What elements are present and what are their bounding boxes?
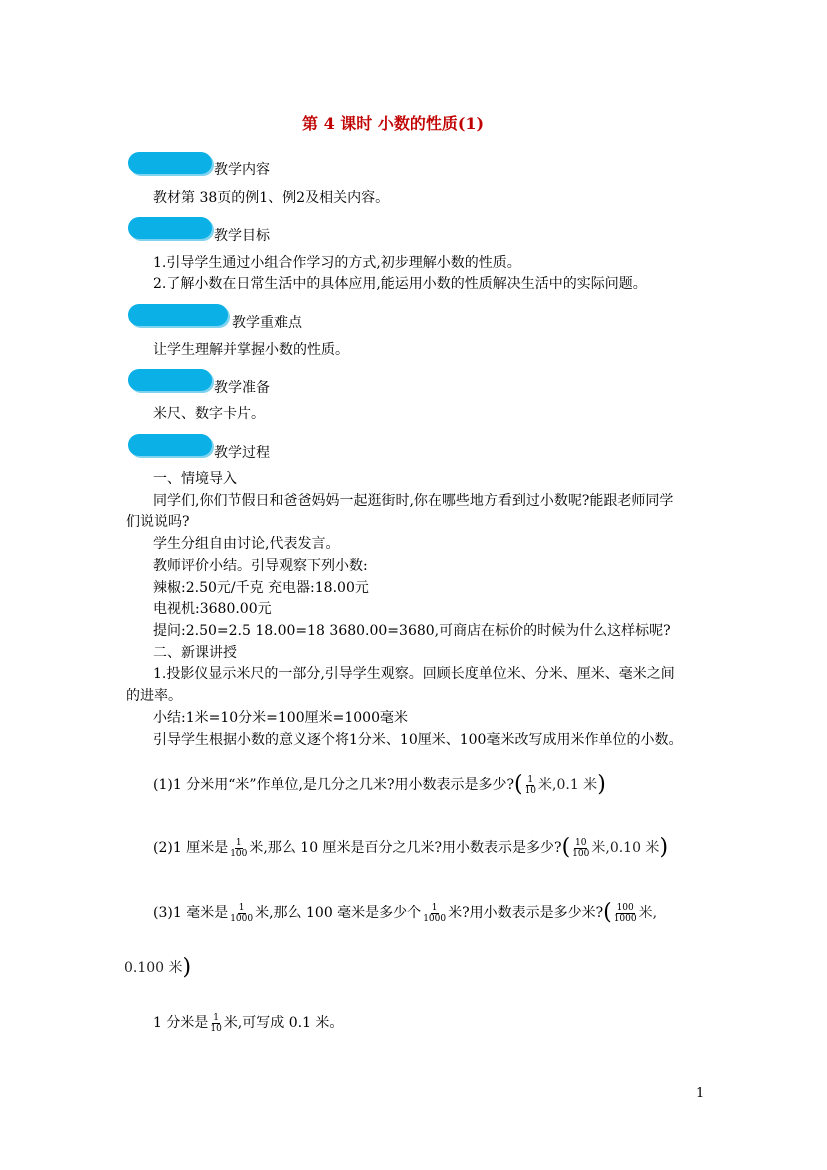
- question-1: [153, 772, 606, 798]
- paren-close: ): [659, 835, 669, 860]
- paren-open: (: [561, 835, 571, 860]
- fraction: [613, 903, 638, 924]
- summary-text: 1 分米是: [153, 1015, 209, 1031]
- question-3-answer-cont: [124, 955, 191, 981]
- fraction-denominator: 10: [210, 1023, 222, 1034]
- process-line: 小结:1米=10分米=100厘米=1000毫米: [153, 710, 408, 726]
- page-title: 第 4 课时 小数的性质(1): [302, 114, 485, 133]
- fraction-numerator: 10: [575, 837, 587, 848]
- process-line: 学生分组自由讨论,代表发言。: [153, 536, 340, 552]
- paren-open: (: [513, 772, 523, 797]
- fraction-numerator: 1: [235, 837, 242, 848]
- question-2: [153, 835, 668, 861]
- section-heading-goals: 教学目标: [214, 228, 270, 244]
- fraction-numerator: 1: [431, 902, 438, 913]
- fraction: [229, 903, 254, 924]
- fraction-denominator: 100: [572, 848, 590, 859]
- answer-decimal: 0.100 米: [124, 960, 183, 976]
- process-line: 一、情境导入: [153, 471, 237, 487]
- goal-item: 1.引导学生通过小组合作学习的方式,初步理解小数的性质。: [153, 255, 521, 271]
- section-heading-process: 教学过程: [214, 445, 270, 461]
- prep-text: 米尺、数字卡片。: [153, 406, 265, 422]
- summary-text: 米,可写成 0.1 米。: [223, 1015, 344, 1031]
- fraction-denominator: 1000: [423, 913, 447, 924]
- process-line: 二、新课讲授: [153, 645, 237, 661]
- process-line: 教师评价小结。引导观察下列小数:: [153, 558, 368, 574]
- section-marker: [128, 434, 212, 456]
- answer-decimal: 0.10 米: [609, 840, 660, 856]
- section-heading-key: 教学重难点: [232, 315, 302, 331]
- summary-line: [153, 1010, 343, 1036]
- question-text: 米,那么 100 毫米是多少个: [255, 905, 422, 921]
- key-text: 让学生理解并掌握小数的性质。: [153, 342, 349, 358]
- paren-close: ): [182, 955, 192, 980]
- process-line: 引导学生根据小数的意义逐个将1分米、10厘米、100毫米改写成用米作单位的小数。: [153, 732, 683, 748]
- fraction-denominator: 1000: [613, 913, 637, 924]
- answer-unit: 米,: [538, 777, 557, 793]
- question-text: (2)1 厘米是: [153, 840, 229, 856]
- question-text: 米?用小数表示是多少米?: [448, 905, 604, 921]
- section-heading-content: 教学内容: [214, 162, 270, 178]
- process-line: 辣椒:2.50元/千克 充电器:18.00元: [153, 580, 369, 596]
- fraction-numerator: 1: [213, 1012, 219, 1023]
- question-text: 米,那么 10 厘米是百分之几米?用小数表示是多少?: [249, 840, 562, 856]
- question-text: (1)1 分米用“米”作单位,是几分之几米?用小数表示是多少?: [153, 777, 514, 793]
- section-marker: [128, 152, 212, 174]
- fraction-numerator: 100: [616, 902, 634, 913]
- section-marker: [128, 217, 212, 239]
- fraction-denominator: 10: [524, 785, 537, 796]
- paren-open: (: [603, 900, 612, 925]
- answer-decimal: 0.1 米: [556, 777, 598, 793]
- fraction-denominator: 100: [230, 848, 248, 859]
- fraction: [209, 1013, 222, 1034]
- process-line: 们说说吗?: [126, 514, 190, 530]
- fraction: [229, 838, 248, 859]
- section-marker: [128, 304, 228, 326]
- question-text: (3)1 毫米是: [153, 905, 229, 921]
- section-heading-prep: 教学准备: [214, 380, 270, 396]
- answer-unit: 米,: [591, 840, 610, 856]
- process-line: 提问:2.50=2.5 18.00=18 3680.00=3680,可商店在标价的时候为什么这样标呢?: [153, 623, 671, 639]
- answer-unit: 米,: [638, 905, 658, 921]
- process-line: 同学们,你们节假日和爸爸妈妈一起逛街时,你在哪些地方看到过小数呢?能跟老师同学: [153, 493, 674, 509]
- section-marker: [128, 369, 212, 391]
- fraction: [422, 903, 447, 924]
- question-3: [153, 900, 657, 926]
- goal-item: 2.了解小数在日常生活中的具体应用,能运用小数的性质解决生活中的实际问题。: [153, 276, 647, 292]
- content-text: 教材第 38页的例1、例2及相关内容。: [153, 190, 390, 206]
- page-number: 1: [696, 1086, 705, 1101]
- paren-close: ): [597, 772, 606, 797]
- fraction-numerator: 1: [527, 774, 534, 785]
- fraction: [524, 775, 537, 796]
- process-line: 的进率。: [126, 688, 182, 704]
- process-line: 1.投影仪显示米尺的一部分,引导学生观察。回顾长度单位米、分米、厘米、毫米之间: [153, 666, 675, 682]
- fraction-numerator: 1: [238, 902, 245, 913]
- process-line: 电视机:3680.00元: [153, 601, 272, 617]
- fraction-denominator: 1000: [230, 913, 254, 924]
- fraction: [571, 838, 590, 859]
